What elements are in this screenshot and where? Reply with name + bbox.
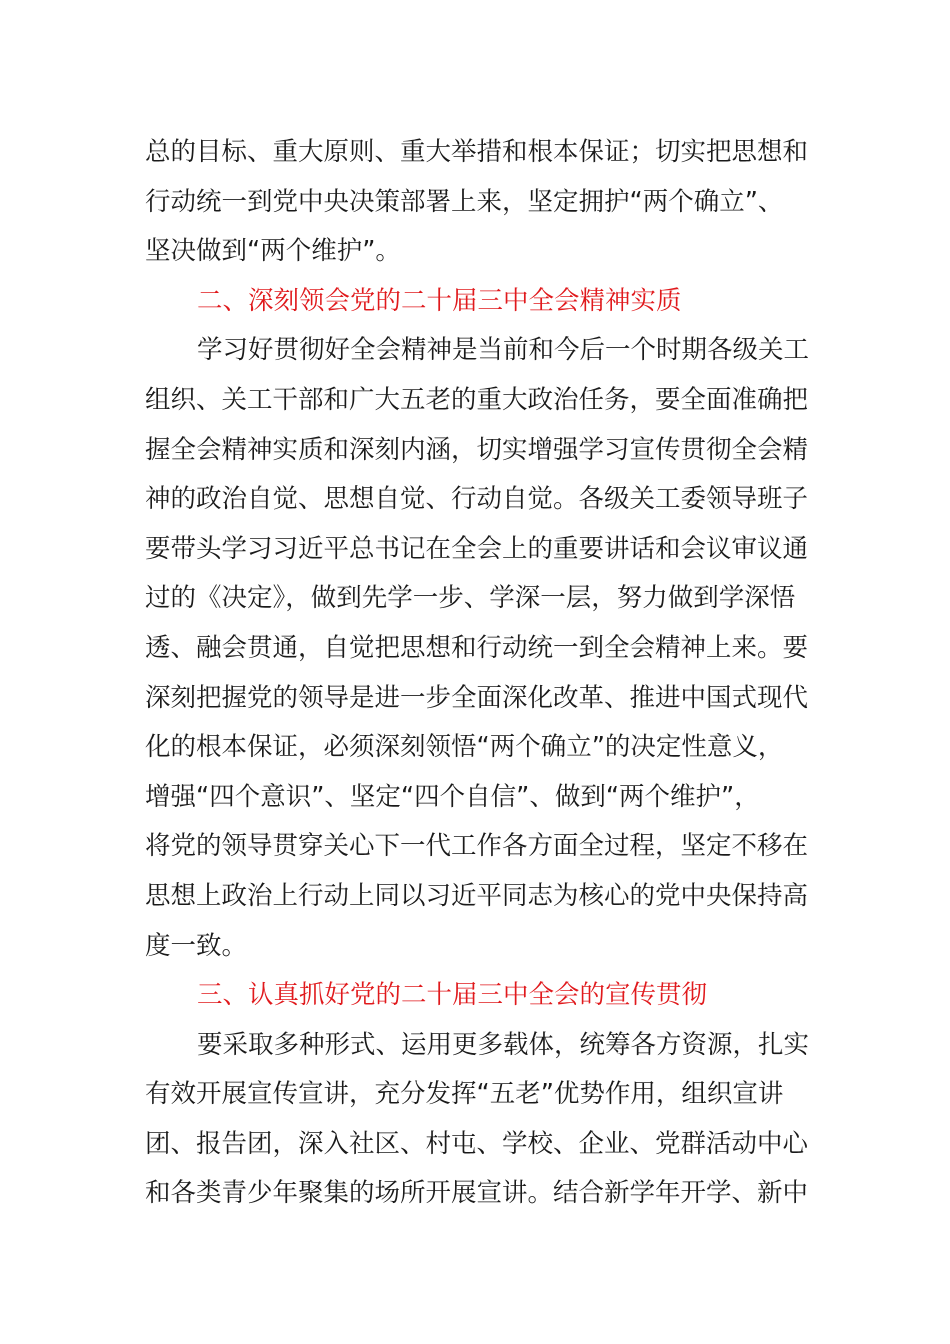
text-line: 坚决做到“两个维护”。 [145, 236, 401, 267]
text-line: 将党的领导贯穿关心下一代工作各方面全过程，坚定不移在 [145, 831, 809, 862]
text-line: 增强“四个意识”、坚定“四个自信”、做到“两个维护”， [145, 781, 760, 812]
text-line: 团、报告团，深入社区、村屯、学校、企业、党群活动中心 [145, 1128, 809, 1159]
text-line: 要采取多种形式、运用更多载体，统筹各方资源，扎实 [197, 1029, 810, 1060]
section-heading: 二、深刻领会党的二十届三中全会精神实质 [197, 285, 682, 316]
text-line: 透、融会贯通，自觉把思想和行动统一到全会精神上来。要 [145, 632, 809, 663]
text-line: 化的根本保证，必须深刻领悟“两个确立”的决定性意义， [145, 732, 784, 763]
text-line: 学习好贯彻好全会精神是当前和今后一个时期各级关工 [197, 335, 810, 366]
text-line: 度一致。 [145, 930, 248, 961]
text-line: 深刻把握党的领导是进一步全面深化改革、推进中国式现代 [145, 682, 809, 713]
text-line: 神的政治自觉、思想自觉、行动自觉。各级关工委领导班子 [145, 484, 809, 515]
text-line: 思想上政治上行动上同以习近平同志为核心的党中央保持高 [145, 880, 809, 911]
text-line: 组织、关工干部和广大五老的重大政治任务，要全面准确把 [145, 384, 809, 415]
text-line: 行动统一到党中央决策部署上来，坚定拥护“两个确立”、 [145, 186, 784, 217]
text-line: 有效开展宣传宣讲，充分发挥“五老”优势作用，组织宣讲 [145, 1079, 784, 1110]
text-line: 握全会精神实质和深刻内涵，切实增强学习宣传贯彻全会精 [145, 434, 809, 465]
section-heading: 三、认真抓好党的二十届三中全会的宣传贯彻 [197, 980, 708, 1011]
text-line: 和各类青少年聚集的场所开展宣讲。结合新学年开学、新中 [145, 1178, 809, 1209]
text-line: 过的《决定》，做到先学一步、学深一层，努力做到学深悟 [145, 583, 796, 614]
text-line: 总的目标、重大原则、重大举措和根本保证；切实把思想和 [145, 137, 809, 167]
document-body [145, 128, 810, 1219]
text-line: 要带头学习习近平总书记在全会上的重要讲话和会议审议通 [145, 533, 809, 564]
